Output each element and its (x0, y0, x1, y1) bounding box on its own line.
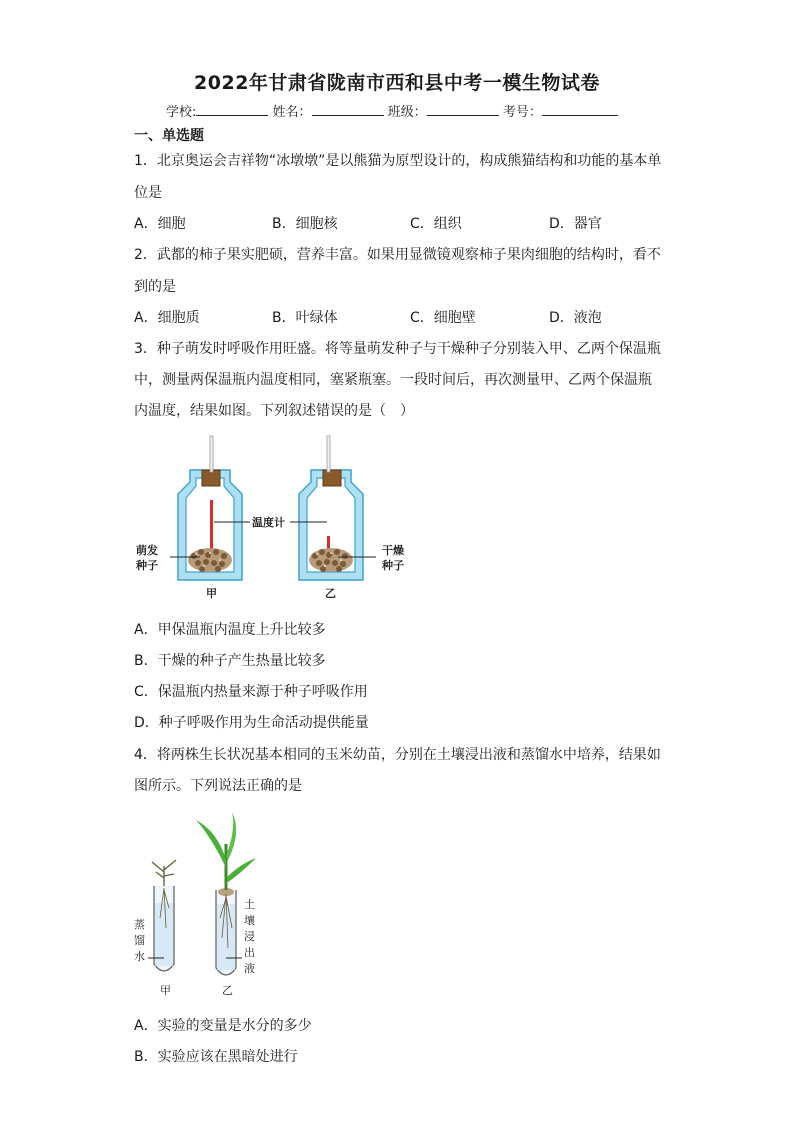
question-2-option-c[interactable]: C．细胞壁 (410, 310, 476, 326)
soil-extract-label-2: 壤 (244, 914, 255, 927)
test-tube-a (148, 860, 176, 971)
thermos-figure (130, 432, 420, 604)
school-label: 学校: (166, 105, 197, 120)
germinating-seed-label-2: 种子 (136, 559, 158, 572)
seedling-figure (128, 808, 268, 1000)
tube-a-label: 甲 (160, 984, 171, 997)
question-4-line-1: 4．将两株生长状况基本相同的玉米幼苗，分别在土壤浸出液和蒸馏水中培养，结果如 (134, 747, 661, 763)
exam-no-blank[interactable] (542, 101, 618, 116)
question-1-option-b[interactable]: B．细胞核 (272, 216, 338, 232)
question-3-line-3: 内温度，结果如图。下列叙述错误的是（ ） (134, 403, 414, 419)
question-1-line-1: 1．北京奥运会吉祥物“冰墩墩”是以熊猫为原型设计的，构成熊猫结构和功能的基本单 (134, 153, 662, 169)
name-label: 姓名： (272, 105, 312, 120)
dry-seed-label-1: 干燥 (382, 544, 404, 557)
question-3-option-c[interactable]: C．保温瓶内热量来源于种子呼吸作用 (134, 684, 368, 700)
student-info-row (166, 101, 618, 120)
question-1-option-c[interactable]: C．组织 (410, 216, 462, 232)
dry-seed-label-2: 种子 (382, 559, 404, 572)
soil-extract-label-3: 浸 (244, 930, 255, 943)
question-2-line-1: 2．武都的柿子果实肥硕，营养丰富。如果用显微镜观察柿子果肉细胞的结构时，看不 (134, 247, 661, 263)
tube-b-label: 乙 (222, 984, 233, 997)
bottle-b-label: 乙 (325, 587, 336, 600)
question-3-option-d[interactable]: D．种子呼吸作用为生命活动提供能量 (134, 715, 369, 731)
bottle-a-label: 甲 (206, 587, 217, 600)
question-1-option-a[interactable]: A．细胞 (134, 216, 186, 232)
soil-extract-label-4: 出 (244, 946, 255, 959)
distilled-water-label-2: 馏 (134, 934, 145, 947)
question-1-line-2: 位是 (134, 185, 162, 201)
question-2-option-b[interactable]: B．叶绿体 (272, 310, 338, 326)
class-label: 班级： (387, 105, 427, 120)
germinating-seed-label-1: 萌发 (136, 544, 158, 557)
question-3-option-b[interactable]: B．干燥的种子产生热量比较多 (134, 653, 326, 669)
question-3-line-1: 3．种子萌发时呼吸作用旺盛。将等量萌发种子与干燥种子分别装入甲、乙两个保温瓶 (134, 341, 661, 357)
question-2-option-d[interactable]: D．液泡 (549, 310, 602, 326)
exam-no-label: 考号： (502, 105, 542, 120)
soil-extract-label-1: 土 (244, 898, 255, 911)
class-blank[interactable] (427, 101, 499, 116)
thermometer-label: 温度计 (252, 516, 285, 529)
section-heading: 一、单选题 (134, 128, 204, 144)
question-4-line-2: 图所示。下列说法正确的是 (134, 778, 302, 794)
question-4-option-a[interactable]: A．实验的变量是水分的多少 (134, 1018, 312, 1034)
thermos-bottle-b (290, 436, 376, 580)
soil-extract-label-5: 液 (244, 962, 255, 975)
question-4-option-b[interactable]: B．实验应该在黑暗处进行 (134, 1049, 298, 1065)
school-blank[interactable] (196, 101, 268, 116)
page-title: 2022年甘肃省陇南市西和县中考一模生物试卷 (194, 72, 600, 94)
thermos-bottle-a (170, 436, 250, 580)
name-blank[interactable] (312, 101, 384, 116)
question-2-option-a[interactable]: A．细胞质 (134, 310, 200, 326)
question-2-line-2: 到的是 (134, 279, 176, 295)
distilled-water-label-3: 水 (134, 950, 145, 963)
distilled-water-label-1: 蒸 (134, 918, 145, 931)
question-3-line-2: 中，测量两保温瓶内温度相同，塞紧瓶塞。一段时间后，再次测量甲、乙两个保温瓶 (134, 372, 652, 388)
question-1-option-d[interactable]: D．器官 (549, 216, 602, 232)
question-3-option-a[interactable]: A．甲保温瓶内温度上升比较多 (134, 622, 326, 638)
